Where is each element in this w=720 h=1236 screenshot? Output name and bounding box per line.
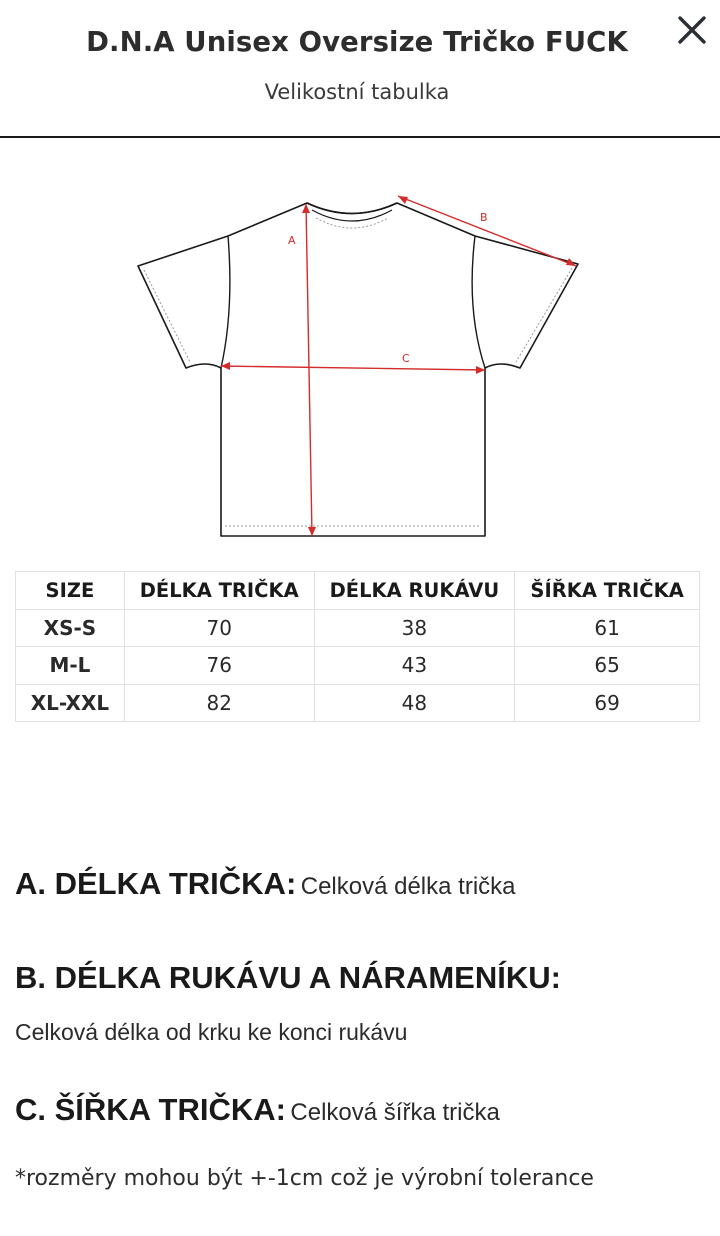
close-icon	[672, 6, 714, 48]
tshirt-stitching	[144, 218, 572, 526]
label-c: C	[402, 352, 410, 365]
measure-lines	[221, 196, 576, 536]
measure-b-line	[398, 196, 576, 266]
arrow-a-bottom	[308, 527, 316, 536]
table-cell: 65	[515, 647, 700, 685]
table-cell: 61	[515, 609, 700, 647]
measure-c-line	[221, 366, 485, 370]
table-header-row	[16, 572, 700, 610]
column-header: DÉLKA TRIČKA	[124, 572, 314, 610]
size-cell: XL-XXL	[16, 684, 125, 722]
page-subtitle: Velikostní tabulka	[264, 80, 450, 104]
legend-a	[15, 866, 516, 902]
arrow-b-start	[398, 196, 408, 204]
size-cell: XS-S	[16, 609, 125, 647]
table-cell: 70	[124, 609, 314, 647]
tshirt-diagram	[130, 190, 590, 542]
label-b: B	[480, 211, 488, 224]
table-cell: 69	[515, 684, 700, 722]
column-header: SIZE	[16, 572, 125, 610]
page-title: D.N.A Unisex Oversize Tričko FUCK	[86, 26, 628, 58]
table-row	[16, 684, 700, 722]
table-row	[16, 609, 700, 647]
legend-b-desc: Celková délka od krku ke konci rukávu	[15, 1019, 408, 1045]
legend-c-desc: Celková šířka trička	[290, 1099, 500, 1126]
table-cell: 76	[124, 647, 314, 685]
measure-a-line	[306, 204, 312, 536]
size-cell: M-L	[16, 647, 125, 685]
column-header: ŠÍŘKA TRIČKA	[515, 572, 700, 610]
table-cell: 38	[314, 609, 515, 647]
legend-b	[15, 960, 561, 996]
legend-a-key: A. DÉLKA TRIČKA:	[15, 866, 297, 901]
modal-header	[0, 0, 720, 138]
arrow-b-end	[566, 258, 576, 266]
table-cell: 48	[314, 684, 515, 722]
table-cell: 82	[124, 684, 314, 722]
label-a: A	[288, 234, 296, 247]
size-table	[15, 571, 700, 722]
tolerance-note: *rozměry mohou být +-1cm což je výrobní tolerance	[15, 1166, 594, 1191]
table-row	[16, 647, 700, 685]
close-button[interactable]	[672, 6, 714, 48]
column-header: DÉLKA RUKÁVU	[314, 572, 515, 610]
legend-b-key: B. DÉLKA RUKÁVU A NÁRAMENÍKU:	[15, 960, 561, 995]
arrow-c-right	[476, 366, 485, 374]
table-cell: 43	[314, 647, 515, 685]
legend-c-key: C. ŠÍŘKA TRIČKA:	[15, 1092, 286, 1127]
tshirt-outline	[138, 203, 578, 536]
legend-c	[15, 1092, 500, 1128]
legend-a-desc: Celková délka trička	[300, 873, 516, 900]
